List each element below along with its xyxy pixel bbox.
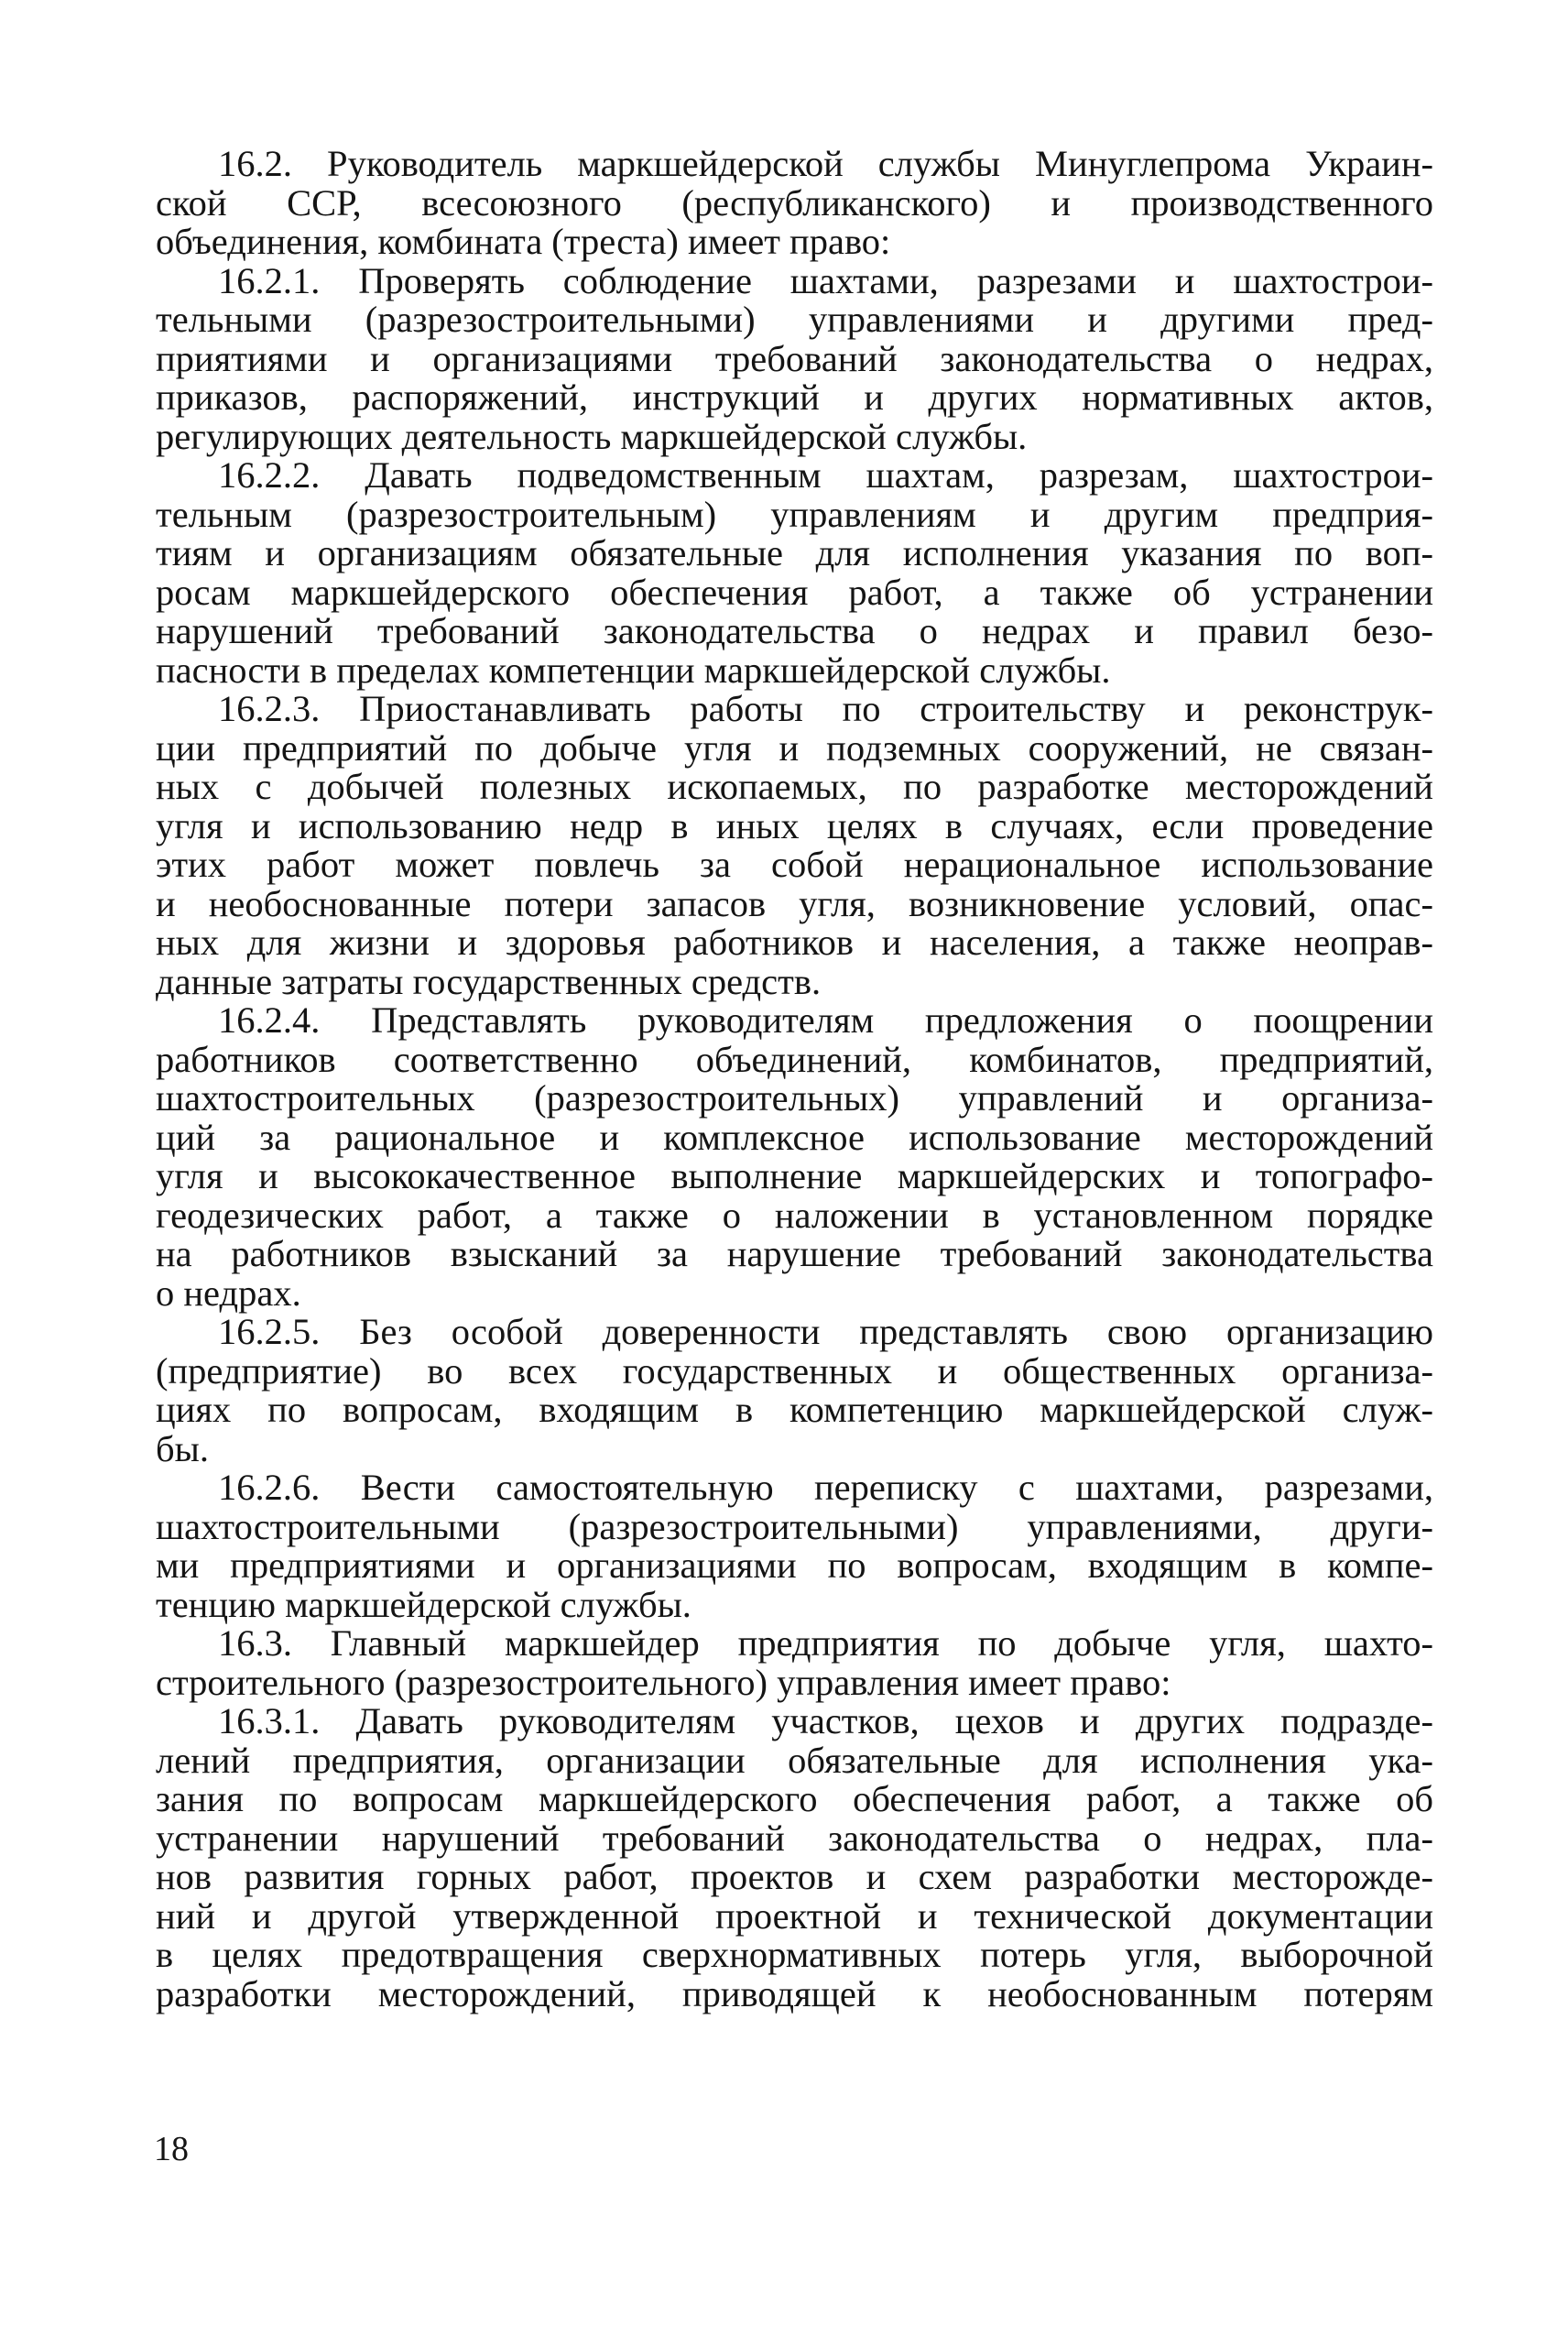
text-line: 16.2.3. Приостанавливать работы по строительству и реконструк- <box>218 688 1433 729</box>
text-line: зания по вопросам маркшейдерского обеспечения работ, а также об <box>156 1778 1433 1819</box>
text-line: приятиями и организациями требований законодательства о недрах, <box>156 337 1433 379</box>
text-line: приказов, распоряжений, инструкций и других нормативных актов, <box>156 377 1433 418</box>
text-line: этих работ может повлечь за собой нерациональное использование <box>156 844 1433 885</box>
text-line: геодезических работ, а также о наложении в установленном порядке <box>156 1194 1433 1236</box>
text-line: нов развития горных работ, проектов и схем разработки месторожде- <box>156 1856 1433 1897</box>
text-line: на работников взысканий за нарушение требований законодательства <box>156 1233 1433 1274</box>
text-line: угля и высококачественное выполнение маркшейдерских и топографо- <box>156 1155 1433 1196</box>
text-line: ми предприятиями и организациями по вопросам, входящим в компе- <box>156 1545 1433 1586</box>
text-line: строительного (разрезостроительного) управления имеет право: <box>156 1661 1171 1703</box>
text-line: ций за рациональное и комплексное использование месторождений <box>156 1116 1433 1158</box>
text-line: 16.2. Руководитель маркшейдерской службы Минуглепрома Украин- <box>218 143 1433 184</box>
text-line: тенцию маркшейдерской службы. <box>156 1583 691 1625</box>
text-line: бы. <box>156 1427 209 1469</box>
text-line: ных с добычей полезных ископаемых, по разработке месторождений <box>156 766 1433 807</box>
text-line: о недрах. <box>156 1272 301 1314</box>
text-line: угля и использованию недр в иных целях в случаях, если проведение <box>156 804 1433 846</box>
text-line: ции предприятий по добыче угля и подземных сооружений, не связан- <box>156 726 1433 769</box>
text-line: тельным (разрезостроительным) управлениям и другим предприя- <box>156 493 1433 535</box>
text-line: пасности в пределах компетенции маркшейдерской службы. <box>156 649 1111 691</box>
text-line: нарушений требований законодательства о недрах и правил безо- <box>156 610 1433 651</box>
text-line: регулирующих деятельность маркшейдерской службы. <box>156 415 1028 457</box>
text-line: объединения, комбината (треста) имеет право: <box>156 221 891 262</box>
text-line: 16.2.1. Проверять соблюдение шахтами, разрезами и шахтострои- <box>218 259 1433 301</box>
text-line: тельными (разрезостроительными) управлениями и другими пред- <box>156 299 1433 340</box>
text-line: данные затраты государственных средств. <box>156 960 822 1002</box>
text-line: устранении нарушений требований законодательства о недрах, пла- <box>156 1817 1433 1859</box>
text-line: 16.3. Главный маркшейдер предприятия по добыче угля, шахто- <box>218 1622 1433 1664</box>
text-line: и необоснованные потери запасов угля, возникновение условий, опас- <box>156 882 1433 924</box>
text-line: шахтостроительными (разрезостроительными) управлениями, други- <box>156 1505 1433 1547</box>
text-line: работников соответственно объединений, комбинатов, предприятий, <box>156 1038 1433 1080</box>
text-line: 16.2.5. Без особой доверенности представлять свою организацию <box>218 1311 1433 1352</box>
text-line: тиям и организациям обязательные для исполнения указания по воп- <box>156 532 1433 573</box>
text-line: (предприятие) во всех государственных и общественных организа- <box>156 1349 1433 1392</box>
body-text <box>156 145 1433 2014</box>
text-line: циях по вопросам, входящим в компетенцию маркшейдерской служ- <box>156 1389 1433 1430</box>
text-line: ской ССР, всесоюзного (республиканского) и производственного <box>156 181 1433 224</box>
text-line: лений предприятия, организации обязательные для исполнения ука- <box>156 1739 1433 1781</box>
page-number: 18 <box>154 2130 189 2168</box>
text-line: ний и другой утвержденной проектной и технической документации <box>156 1894 1433 1937</box>
text-line: 16.2.2. Давать подведомственным шахтам, разрезам, шахтострои- <box>218 454 1433 496</box>
text-line: 16.3.1. Давать руководителям участков, цехов и других подразде- <box>218 1700 1433 1741</box>
text-line: в целях предотвращения сверхнормативных потерь угля, выборочной <box>156 1934 1433 1975</box>
text-line: росам маркшейдерского обеспечения работ, а также об устранении <box>156 571 1433 613</box>
text-line: 16.2.6. Вести самостоятельную переписку с шахтами, разрезами, <box>218 1467 1433 1508</box>
text-line: разработки месторождений, приводящей к необоснованным потерям <box>156 1972 1433 2014</box>
text-line: ных для жизни и здоровья работников и населения, а также неоправ- <box>156 922 1433 963</box>
text-line: 16.2.4. Представлять руководителям предложения о поощрении <box>218 999 1433 1041</box>
text-line: шахтостроительных (разрезостроительных) управлений и организа- <box>156 1077 1433 1119</box>
